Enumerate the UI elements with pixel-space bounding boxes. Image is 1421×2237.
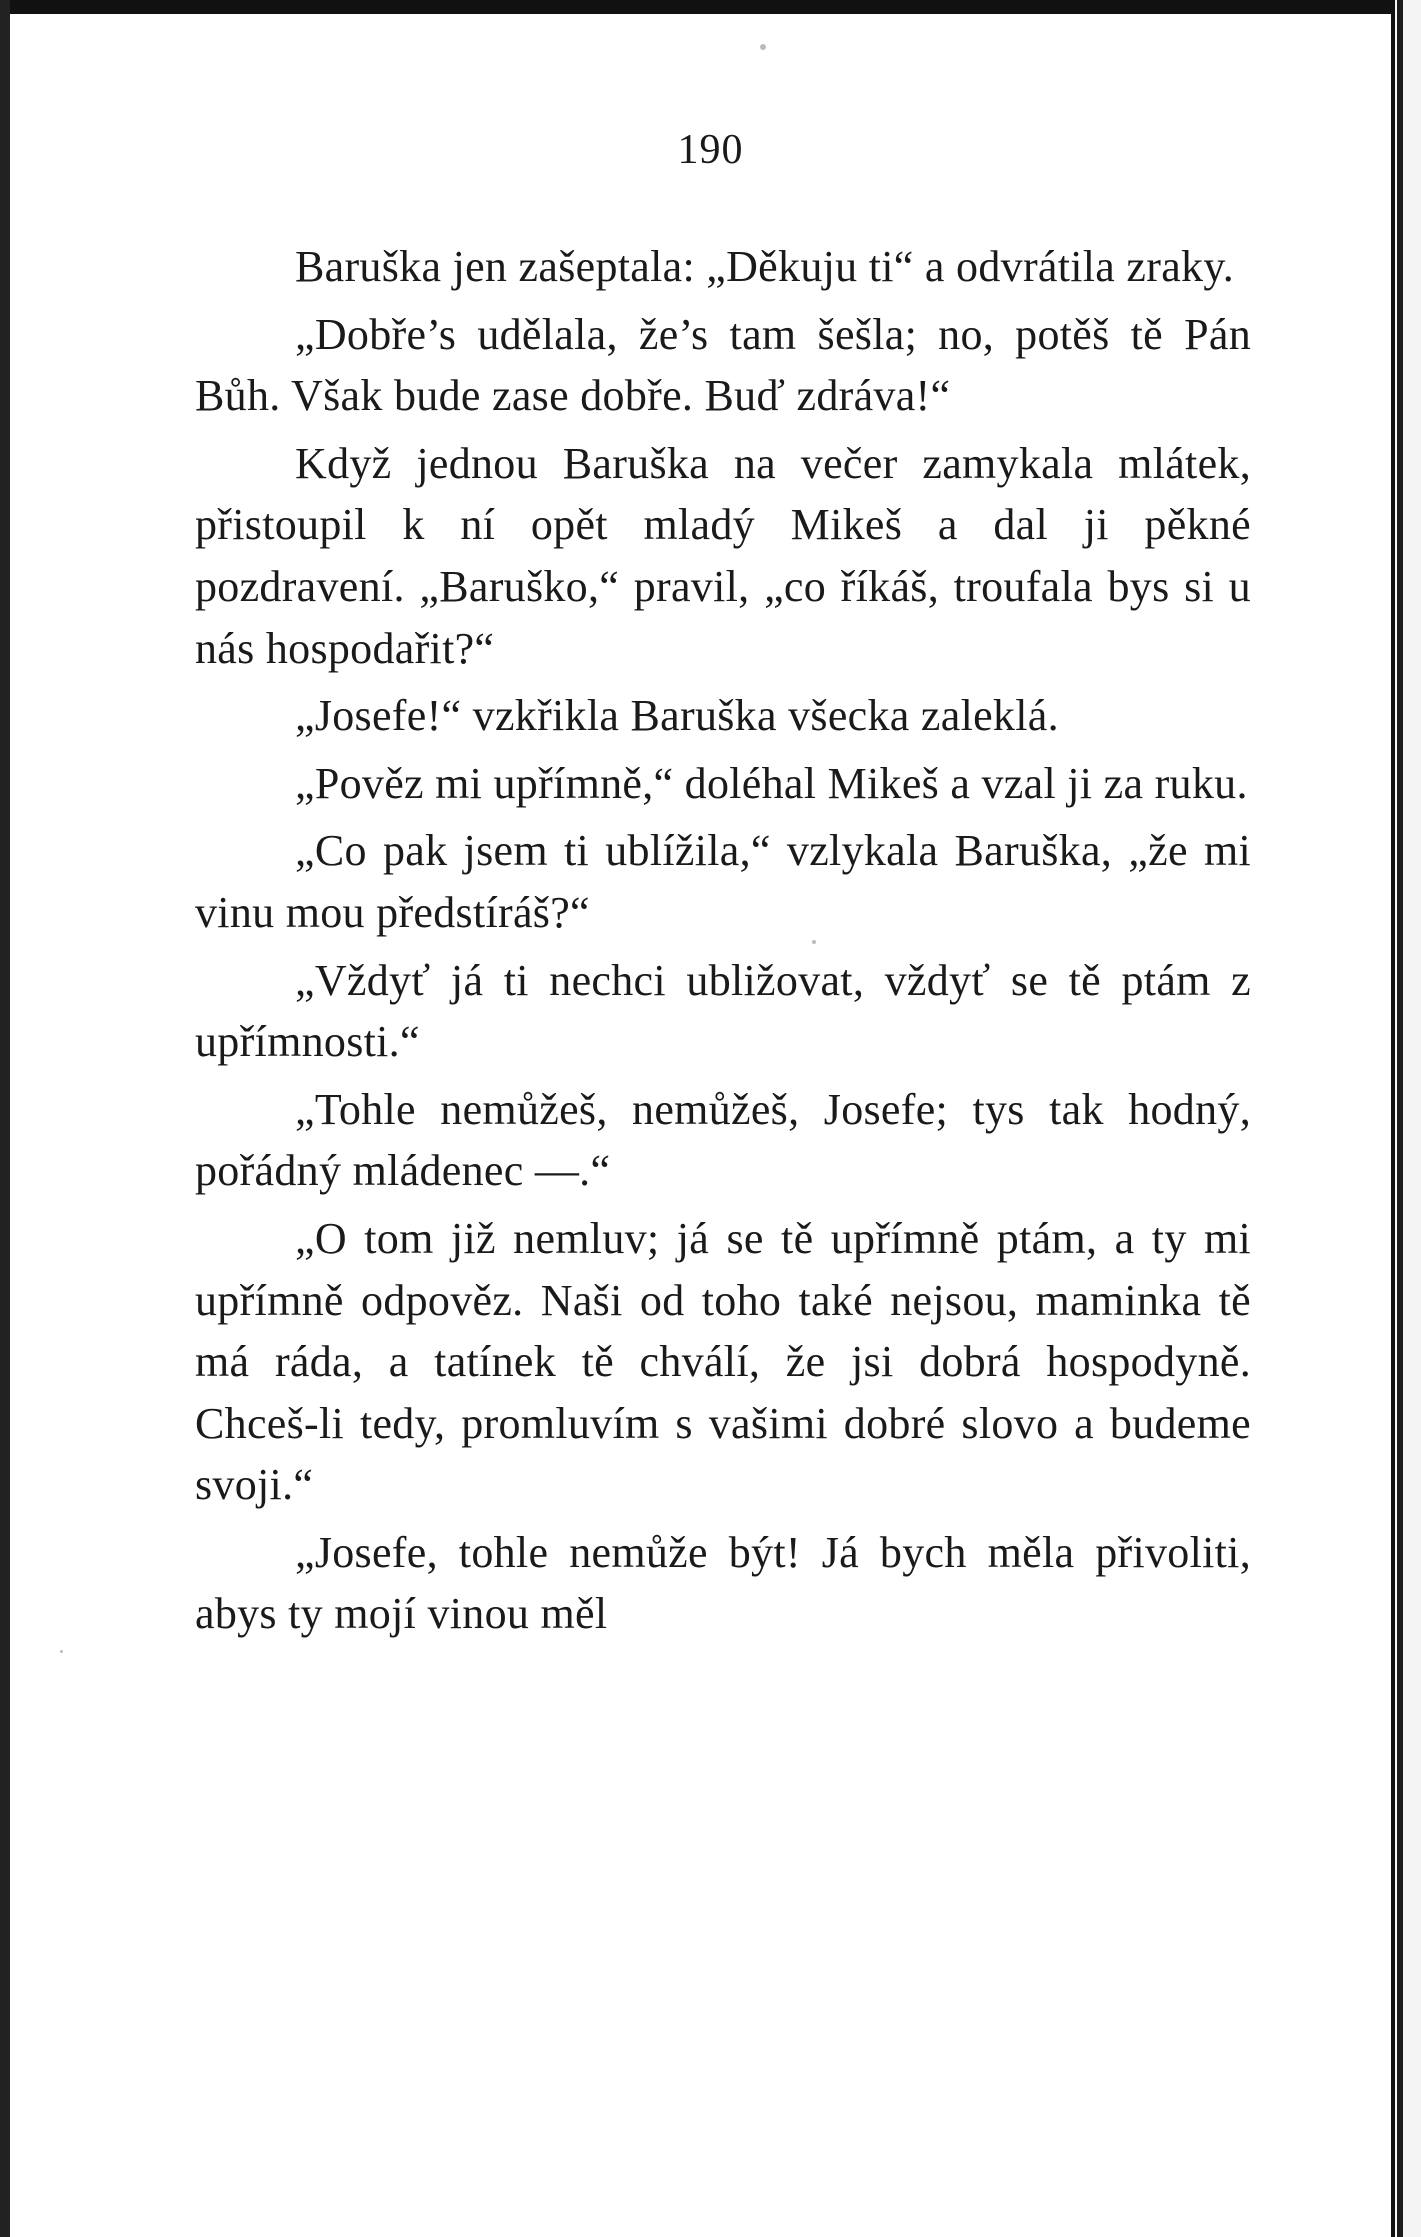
book-text-body: [195, 236, 1251, 1645]
paragraph: „O tom již nemluv; já se tě upřímně ptám, a ty mi upřímně odpověz. Naši od toho také nejsou, maminka tě má ráda, a tatínek tě chválí, že jsi dobrá hospodyně. Chceš-li tedy, promluvím s vašimi dobré slovo a budeme svoji.“: [195, 1213, 1251, 1510]
paper-speck: [760, 44, 766, 50]
book-spine-edge: [1397, 0, 1403, 2237]
scan-border-right: [1391, 0, 1421, 2237]
paragraph: Baruška jen zašeptala: „Děkuju ti“ a odvrátila zraky.: [295, 242, 1235, 291]
scan-border-left: [0, 0, 10, 2237]
paper-speck: [60, 1650, 63, 1653]
paragraph: „Dobře’s udělala, že’s tam šešla; no, potěš tě Pán Bůh. Však bude zase dobře. Buď zdráva!“: [195, 309, 1251, 421]
paragraph: „Pověz mi upřímně,“ doléhal Mikeš a vzal ji za ruku.: [295, 758, 1248, 808]
scan-border-top: [0, 0, 1421, 14]
paragraph: „Josefe!“ vzkřikla Baruška všecka zaleklá.: [295, 691, 1059, 741]
page-number: 190: [677, 127, 744, 173]
paragraph: „Co pak jsem ti ublížila,“ vzlykala Baruška, „že mi vinu mou předstíráš?“: [195, 826, 1251, 937]
paragraph: Když jednou Baruška na večer zamykala mlátek, přistoupil k ní opět mladý Mikeš a dal ji pěkné pozdravení. „Baruško,“ pravil, „co říkáš, troufala bys si u nás hospodařit?“: [195, 438, 1251, 673]
paragraph: „Tohle nemůžeš, nemůžeš, Josefe; tys tak hodný, pořádný mládenec —.“: [195, 1084, 1251, 1196]
paragraph: „Vždyť já ti nechci ubližovat, vždyť se tě ptám z upřímnosti.“: [195, 955, 1251, 1067]
paragraph: „Josefe, tohle nemůže být! Já bych měla přivoliti, abys ty mojí vinou měl: [195, 1527, 1251, 1639]
